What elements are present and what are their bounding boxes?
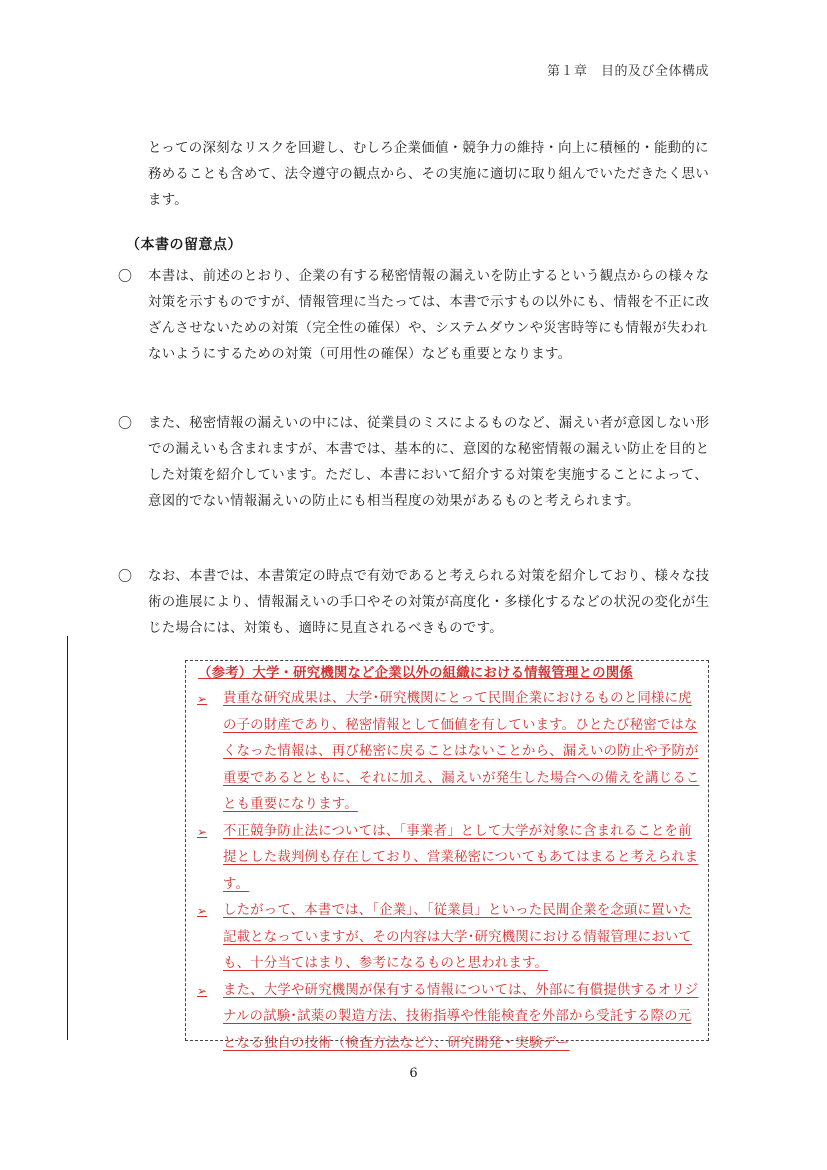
bullet-item-1 <box>118 264 718 368</box>
reference-box <box>185 660 709 1051</box>
bullet-text: 本書は、前述のとおり、企業の有する秘密情報の漏えいを防止するという観点からの様々な対策を示すものですが、情報管理に当たっては、本書で示すもの以外にも、情報を不正に改ざんさせないための対策（完全性の確保）や、システムダウンや災害時等にも情報が失われないようにするための対策（可用性の確保）なども重要となります。 <box>148 269 710 362</box>
reference-item-text: 不正競争防止法については、「事業者」として大学が対象に含まれることを前提とした裁判例も存在しており、営業秘密についてもあてはまると考えられます。 <box>223 823 699 892</box>
bullet-text: また、秘密情報の漏えいの中には、従業員のミスによるものなど、漏えい者が意図しない形での漏えいも含まれますが、本書では、基本的に、意図的な秘密情報の漏えい防止を目的とした対策を紹介しています。ただし、本書において紹介する対策を実施することによって、意図的でない情報漏えいの防止にも相当程度の効果があるものと考えられます。 <box>148 416 710 509</box>
reference-list <box>193 686 702 1057</box>
reference-item-1 <box>193 686 702 819</box>
reference-box-title: （参考）大学・研究機関など企業以外の組織における情報管理との関係 <box>198 666 633 681</box>
page-header-chapter-title: 第１章 目的及び全体構成 <box>546 64 709 79</box>
page-number: 6 <box>409 1066 418 1081</box>
reference-item-2 <box>193 819 702 899</box>
bullet-text: なお、本書では、本書策定の時点で有効であると考えられる対策を紹介しており、様々な技術の進展により、情報漏えいの手口やその対策が高度化・多様化するなどの状況の変化が生じた場合には、対策も、適時に見直されるべきものです。 <box>148 569 710 636</box>
bullet-item-3 <box>118 564 718 642</box>
arrow-bullet-icon: ➢ <box>197 983 208 998</box>
reference-item-4 <box>193 978 702 1058</box>
arrow-bullet-icon: ➢ <box>197 824 208 839</box>
reference-item-text: したがって、本書では、「企業」、「従業員」といった民間企業を念頭に置いた記載となっていますが、その内容は大学･研究機関における情報管理においても、十分当てはまり、参考になるものと思われます。 <box>223 903 692 971</box>
intro-paragraph: とっての深刻なリスクを回避し、むしろ企業価値・競争力の維持・向上に積極的・能動的に務めることも含めて、法令遵守の観点から、その実施に適切に取り組んでいただきたく思います。 <box>148 141 710 208</box>
arrow-bullet-icon: ➢ <box>197 904 208 918</box>
reference-item-text: 貴重な研究成果は、大学･研究機関にとって民間企業におけるものと同様に虎の子の財産であり、秘密情報として価値を有しています。ひとたび秘密ではなくなった情報は、再び秘密に戻ることはないことから、漏えいの防止や予防が重要であるとともに、それに加え、漏えいが発生した場合への備えを講じることも重要になります。 <box>223 691 700 812</box>
bullet-circle-icon: 〇 <box>118 416 132 432</box>
bullet-circle-icon: 〇 <box>118 269 132 285</box>
reference-item-3 <box>193 898 702 978</box>
revision-bar <box>67 636 68 1040</box>
bullet-item-2 <box>118 411 718 515</box>
reference-item-text: また、大学や研究機関が保有する情報については、外部に有償提供するオリジナルの試験･試薬の製造方法、技術指導や性能検査を外部から受託する際の元となる独自の技術（検査方法など）、研究開発・実験デー <box>223 982 699 1051</box>
bullet-circle-icon: 〇 <box>118 569 132 585</box>
arrow-bullet-icon: ➢ <box>197 692 208 706</box>
section-heading: （本書の留意点） <box>126 237 242 253</box>
